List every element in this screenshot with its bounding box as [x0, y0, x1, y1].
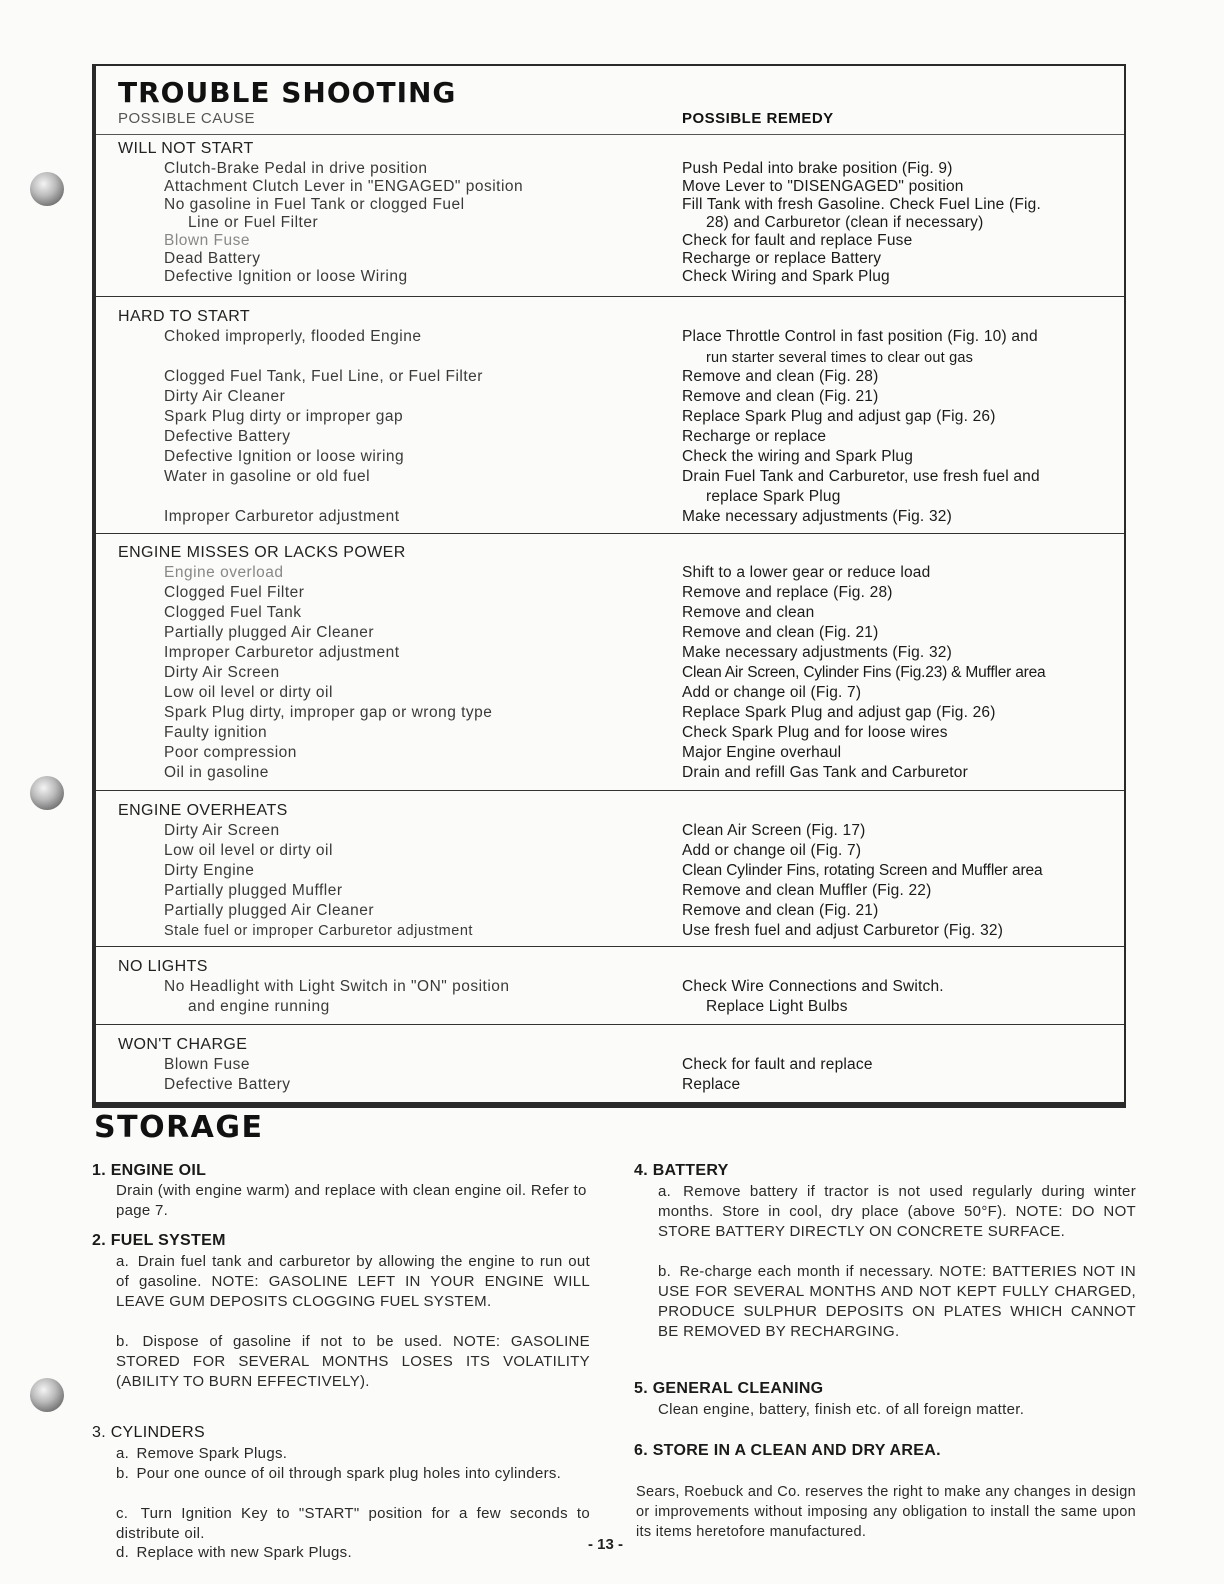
- remedy-text: Check Wiring and Spark Plug: [682, 268, 890, 285]
- troubleshooting-title: TROUBLE SHOOTING: [118, 76, 457, 109]
- section-title: WON'T CHARGE: [118, 1036, 248, 1053]
- fuel-system-heading: 2. FUEL SYSTEM: [92, 1232, 226, 1249]
- cause-text: Spark Plug dirty or improper gap: [164, 408, 404, 425]
- cause-text: Dirty Engine: [164, 862, 255, 879]
- punch-hole-middle: [30, 776, 64, 810]
- cause-text: Partially plugged Muffler: [164, 882, 343, 899]
- cause-text: Line or Fuel Filter: [188, 214, 319, 231]
- punch-hole-top: [30, 172, 64, 206]
- item-label: b.: [116, 1465, 130, 1482]
- punch-hole-bottom: [30, 1378, 64, 1412]
- cause-text: Dirty Air Screen: [164, 822, 280, 839]
- remedy-text: Replace Spark Plug and adjust gap (Fig. 26): [682, 704, 996, 721]
- section-title: NO LIGHTS: [118, 958, 208, 975]
- cause-text: Clutch-Brake Pedal in drive position: [164, 160, 428, 177]
- remedy-text: Replace: [682, 1076, 741, 1093]
- remedy-text: 28) and Carburetor (clean if necessary): [706, 214, 984, 231]
- cylinders-item-a: [116, 1444, 590, 1464]
- remedy-text: Check Wire Connections and Switch.: [682, 978, 944, 995]
- general-cleaning-text: Clean engine, battery, finish etc. of all foreign matter.: [658, 1401, 1025, 1418]
- remedy-text: Check the wiring and Spark Plug: [682, 448, 914, 465]
- cause-text: Defective Ignition or loose wiring: [164, 448, 405, 465]
- possible-remedy-header: POSSIBLE REMEDY: [682, 110, 834, 127]
- item-label: a.: [116, 1253, 130, 1270]
- remedy-text: Use fresh fuel and adjust Carburetor (Fig. 32): [682, 922, 1004, 939]
- cause-text: Blown Fuse: [164, 232, 250, 249]
- cause-text: Dirty Air Screen: [164, 664, 280, 681]
- cause-text: Faulty ignition: [164, 724, 268, 741]
- remedy-text: Remove and clean: [682, 604, 815, 621]
- cause-text: Defective Battery: [164, 1076, 291, 1093]
- cause-text: Defective Ignition or loose Wiring: [164, 268, 408, 285]
- remedy-text: Clean Air Screen, Cylinder Fins (Fig.23) & Muffler area: [682, 664, 1046, 681]
- general-cleaning-heading: 5. GENERAL CLEANING: [634, 1380, 824, 1397]
- remedy-text: Drain Fuel Tank and Carburetor, use fresh fuel and: [682, 468, 1040, 485]
- item-text: Pour one ounce of oil through spark plug holes into cylinders.: [136, 1465, 562, 1482]
- remedy-text: Add or change oil (Fig. 7): [682, 684, 862, 701]
- cause-text: Partially plugged Air Cleaner: [164, 624, 375, 641]
- store-heading: 6. STORE IN A CLEAN AND DRY AREA.: [634, 1442, 941, 1459]
- engine-oil-text: Drain (with engine warm) and replace with clean engine oil. Refer to page 7.: [116, 1182, 587, 1219]
- cause-text: Water in gasoline or old fuel: [164, 468, 371, 485]
- possible-cause-header: POSSIBLE CAUSE: [118, 110, 256, 127]
- cause-text: Stale fuel or improper Carburetor adjustment: [164, 923, 473, 939]
- remedy-text: Remove and clean (Fig. 21): [682, 902, 879, 919]
- remedy-text: run starter several times to clear out gas: [706, 350, 974, 366]
- remedy-text: Recharge or replace: [682, 428, 827, 445]
- cause-text: Clogged Fuel Filter: [164, 584, 305, 601]
- item-label: c.: [116, 1505, 129, 1522]
- engine-oil-heading: 1. ENGINE OIL: [92, 1162, 207, 1179]
- fuel-system-item-a: [116, 1252, 590, 1312]
- cause-text: Low oil level or dirty oil: [164, 842, 333, 859]
- remedy-text: Check Spark Plug and for loose wires: [682, 724, 948, 741]
- item-text: Re-charge each month if necessary. NOTE: BATTERIES NOT IN USE FOR SEVERAL MONTHS AND NOT KEPT FULLY CHARGED, PRODUCE SULPHUR DEPOSITS ON PLATES WHICH CANNOT BE REMOVED BY RECHARGING.: [658, 1263, 1137, 1340]
- remedy-text: Remove and clean (Fig. 21): [682, 388, 879, 405]
- battery-heading: 4. BATTERY: [634, 1162, 729, 1179]
- item-text: Dispose of gasoline if not to be used. NOTE: GASOLINE STORED FOR SEVERAL MONTHS LOSES ITS VOLATILITY (ABILITY TO BURN EFFECTIVELY).: [116, 1333, 590, 1390]
- remedy-text: Check for fault and replace Fuse: [682, 232, 913, 249]
- item-text: Remove battery if tractor is not used regularly during winter months. Store in cool, dry place (above 50°F). NOTE: DO NOT STORE BATTERY DIRECTLY ON CONCRETE SURFACE.: [658, 1183, 1136, 1240]
- remedy-text: Remove and clean (Fig. 28): [682, 368, 879, 385]
- header-divider: [96, 134, 1124, 135]
- battery-item-a: [658, 1182, 1136, 1242]
- cause-text: Oil in gasoline: [164, 764, 269, 781]
- remedy-text: Recharge or replace Battery: [682, 250, 882, 267]
- remedy-text: Add or change oil (Fig. 7): [682, 842, 862, 859]
- cause-text: Blown Fuse: [164, 1056, 250, 1073]
- section-divider: [96, 946, 1124, 947]
- remedy-text: Make necessary adjustments (Fig. 32): [682, 644, 952, 661]
- remedy-text: Make necessary adjustments (Fig. 32): [682, 508, 952, 525]
- remedy-text: Move Lever to "DISENGAGED" position: [682, 178, 964, 195]
- item-text: Replace with new Spark Plugs.: [136, 1544, 352, 1561]
- remedy-text: Remove and clean (Fig. 21): [682, 624, 879, 641]
- remedy-text: Check for fault and replace: [682, 1056, 873, 1073]
- item-text: Turn Ignition Key to "START" position for a few seconds to distribute oil.: [116, 1505, 590, 1542]
- section-divider: [96, 533, 1124, 534]
- item-label: b.: [116, 1333, 130, 1350]
- section-title: HARD TO START: [118, 308, 251, 325]
- cause-text: and engine running: [188, 998, 330, 1015]
- cause-text: Defective Battery: [164, 428, 291, 445]
- item-label: b.: [658, 1263, 672, 1280]
- remedy-text: Shift to a lower gear or reduce load: [682, 564, 931, 581]
- item-label: a.: [116, 1445, 130, 1462]
- cause-text: Clogged Fuel Tank: [164, 604, 302, 621]
- remedy-text: Fill Tank with fresh Gasoline. Check Fuel Line (Fig.: [682, 196, 1042, 213]
- remedy-text: Replace Spark Plug and adjust gap (Fig. 26): [682, 408, 996, 425]
- section-title: ENGINE MISSES OR LACKS POWER: [118, 544, 406, 561]
- remedy-text: Replace Light Bulbs: [706, 998, 848, 1015]
- cause-text: Poor compression: [164, 744, 297, 761]
- item-label: a.: [658, 1183, 672, 1200]
- section-title: WILL NOT START: [118, 140, 254, 157]
- cause-text: No gasoline in Fuel Tank or clogged Fuel: [164, 196, 465, 213]
- cylinders-item-d: [116, 1543, 590, 1563]
- cause-text: Dead Battery: [164, 250, 261, 267]
- cause-text: No Headlight with Light Switch in "ON" position: [164, 978, 510, 995]
- page-number: - 13 -: [588, 1536, 624, 1553]
- cause-text: Partially plugged Air Cleaner: [164, 902, 375, 919]
- battery-item-b: [658, 1262, 1136, 1342]
- section-divider: [96, 790, 1124, 791]
- cause-text: Low oil level or dirty oil: [164, 684, 333, 701]
- cause-text: Spark Plug dirty, improper gap or wrong type: [164, 704, 493, 721]
- section-divider: [96, 296, 1124, 297]
- section-divider: [96, 1024, 1124, 1025]
- cause-text: Choked improperly, flooded Engine: [164, 328, 422, 345]
- item-text: Drain fuel tank and carburetor by allowing the engine to run out of gasoline. NOTE: GASOLINE LEFT IN YOUR ENGINE WILL LEAVE GUM DEPOSITS CLOGGING FUEL SYSTEM.: [116, 1253, 590, 1310]
- remedy-text: Place Throttle Control in fast position (Fig. 10) and: [682, 328, 1038, 345]
- item-text: Remove Spark Plugs.: [136, 1445, 288, 1462]
- fuel-system-item-b: [116, 1332, 590, 1392]
- cylinders-heading: 3. CYLINDERS: [92, 1424, 205, 1441]
- troubleshooting-table: [92, 64, 1126, 1108]
- cause-text: Engine overload: [164, 564, 284, 581]
- cause-text: Improper Carburetor adjustment: [164, 644, 400, 661]
- remedy-text: Clean Cylinder Fins, rotating Screen and Muffler area: [682, 862, 1043, 879]
- disclaimer-text: Sears, Roebuck and Co. reserves the right to make any changes in design or improvements without imposing any obligation to install the same upon its items heretofore manufactured.: [636, 1484, 1136, 1540]
- remedy-text: Remove and replace (Fig. 28): [682, 584, 893, 601]
- section-title: ENGINE OVERHEATS: [118, 802, 288, 819]
- cylinders-item-b: [116, 1464, 590, 1484]
- cause-text: Improper Carburetor adjustment: [164, 508, 400, 525]
- remedy-text: Push Pedal into brake position (Fig. 9): [682, 160, 953, 177]
- cause-text: Clogged Fuel Tank, Fuel Line, or Fuel Filter: [164, 368, 483, 385]
- remedy-text: Drain and refill Gas Tank and Carburetor: [682, 764, 968, 781]
- remedy-text: Clean Air Screen (Fig. 17): [682, 822, 866, 839]
- item-label: d.: [116, 1544, 130, 1561]
- storage-title: STORAGE: [94, 1110, 264, 1145]
- remedy-text: Major Engine overhaul: [682, 744, 842, 761]
- remedy-text: replace Spark Plug: [706, 488, 841, 505]
- cause-text: Attachment Clutch Lever in "ENGAGED" position: [164, 178, 524, 195]
- cause-text: Dirty Air Cleaner: [164, 388, 286, 405]
- remedy-text: Remove and clean Muffler (Fig. 22): [682, 882, 932, 899]
- cylinders-item-c: [116, 1504, 590, 1544]
